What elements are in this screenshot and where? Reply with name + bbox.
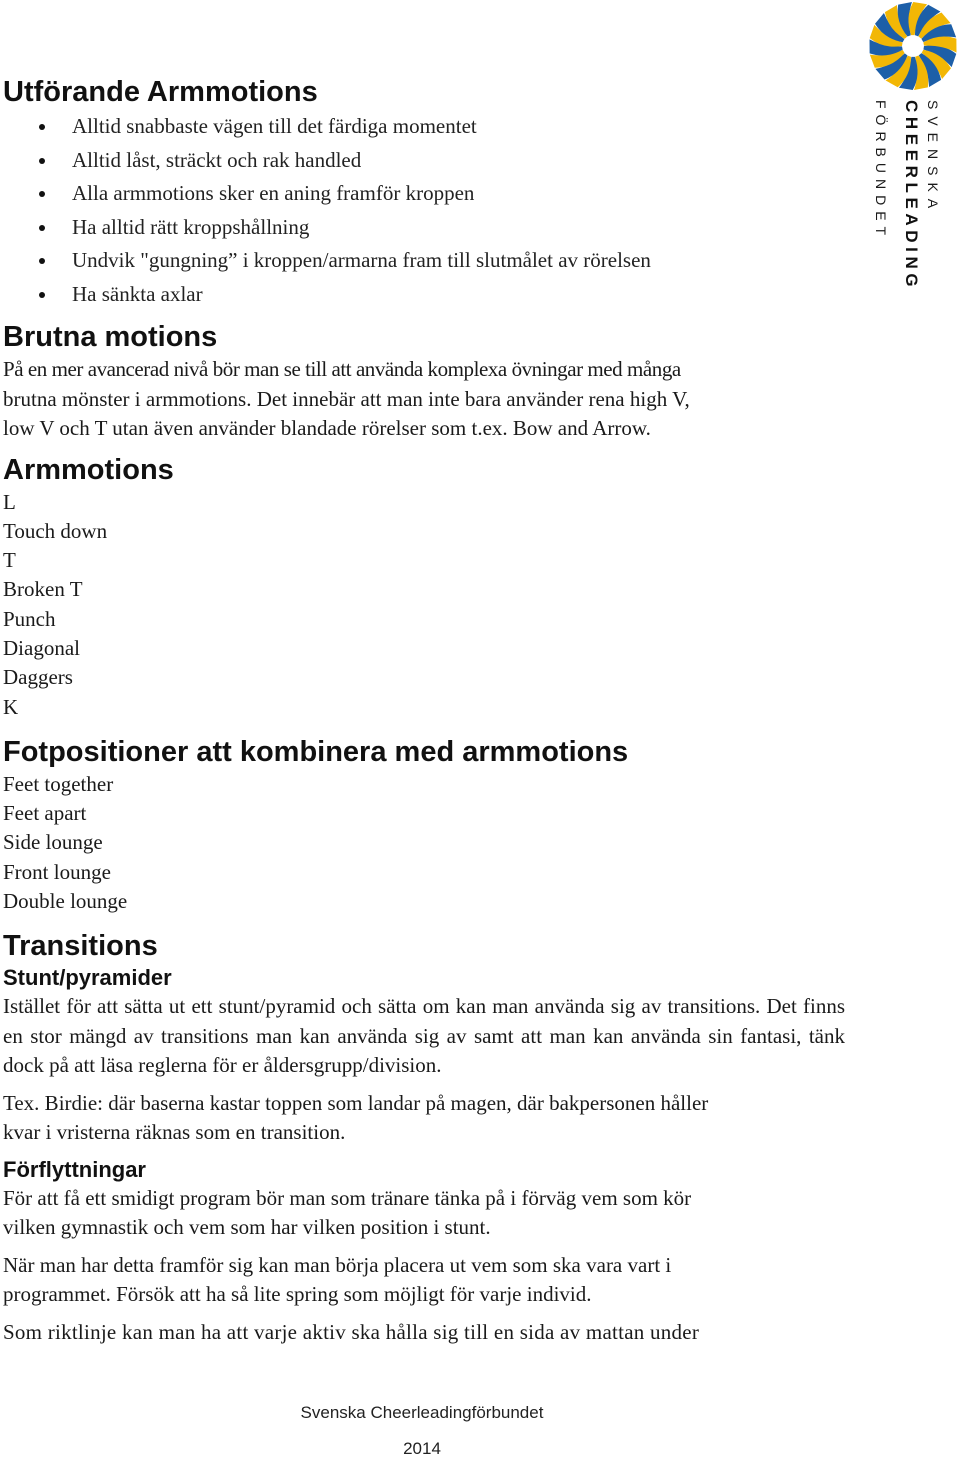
list-item: Feet apart bbox=[3, 801, 87, 826]
paragraph-tex-line: kvar i vristerna räknas som en transition. bbox=[3, 1120, 346, 1145]
heading-fotpositioner: Fotpositioner att kombinera med armmotions bbox=[3, 735, 629, 768]
list-item: Side lounge bbox=[3, 830, 103, 855]
paragraph-tex-line: Tex. Birdie: där baserna kastar toppen som landar på magen, där bakpersonen håller bbox=[3, 1090, 709, 1115]
paragraph-riktlinje: Som riktlinje kan man ha att varje aktiv ska hålla sig till en sida av mattan under bbox=[3, 1319, 700, 1344]
bullet-list-utforande bbox=[3, 110, 845, 311]
brutna-line: På en mer avancerad nivå bör man se till att använda komplexa övningar med många bbox=[3, 357, 681, 381]
list-item: Alltid låst, sträckt och rak handled bbox=[3, 144, 845, 178]
list-item: Double lounge bbox=[3, 889, 128, 914]
list-item: Ha alltid rätt kroppshållning bbox=[3, 211, 845, 245]
list-item: Broken T bbox=[3, 577, 83, 602]
brutna-line: brutna mönster i armmotions. Det innebär att man inte bara använder rena high V, bbox=[3, 386, 690, 411]
heading-armmotions: Armmotions bbox=[3, 453, 174, 486]
paragraph-forflyttningar-line: För att få ett smidigt program bör man som tränare tänka på i förväg vem som kör bbox=[3, 1185, 692, 1210]
cheerleading-federation-logo bbox=[863, 0, 960, 320]
list-item: L bbox=[3, 489, 16, 514]
list-item: Punch bbox=[3, 606, 56, 631]
list-item: K bbox=[3, 694, 19, 719]
footer-org: Svenska Cheerleadingförbundet bbox=[300, 1403, 544, 1422]
paragraph-stunt: Istället för att sätta ut ett stunt/pyramid och sätta om kan man använda sig av transitions. Det finns en stor mängd av transitions man kan använda sig av samt att man kan använda sin fantasi, tänk dock på att läsa reglerna för er åldersgrupp/division. bbox=[3, 994, 845, 1078]
list-item: Feet together bbox=[3, 771, 114, 796]
list-item: Ha sänkta axlar bbox=[3, 278, 845, 312]
document-body bbox=[3, 74, 845, 1347]
footer-year: 2014 bbox=[403, 1439, 441, 1458]
sunburst-icon bbox=[863, 0, 960, 90]
logo-text-forbundet: FÖRBUNDET bbox=[873, 100, 889, 242]
heading-transitions: Transitions bbox=[3, 930, 158, 963]
list-item: T bbox=[3, 548, 16, 573]
list-item: Alla armmotions sker en aning framför kroppen bbox=[3, 177, 845, 211]
subheading-stunt-pyramider: Stunt/pyramider bbox=[3, 965, 172, 991]
paragraph-placera-line: När man har detta framför sig kan man börja placera ut vem som ska vara vart i bbox=[3, 1252, 672, 1277]
list-item: Touch down bbox=[3, 518, 108, 543]
logo-text-cheerleading: CHEERLEADING bbox=[902, 100, 921, 292]
paragraph-forflyttningar-line: vilken gymnastik och vem som har vilken position i stunt. bbox=[3, 1215, 491, 1240]
subheading-forflyttningar: Förflyttningar bbox=[3, 1156, 146, 1182]
list-item: Daggers bbox=[3, 665, 73, 690]
heading-brutna-motions: Brutna motions bbox=[3, 321, 218, 353]
list-item: Diagonal bbox=[3, 635, 80, 660]
paragraph-placera-line: programmet. Försök att ha så lite spring som möjligt för varje individ. bbox=[3, 1282, 592, 1307]
logo-text-svenska: SVENSKA bbox=[925, 100, 941, 216]
list-item: Alltid snabbaste vägen till det färdiga momentet bbox=[3, 110, 845, 144]
list-item: Front lounge bbox=[3, 859, 111, 884]
brutna-line: low V och T utan även använder blandade rörelser som t.ex. Bow and Arrow. bbox=[3, 416, 651, 440]
heading-utforande-armmotions: Utförande Armmotions bbox=[3, 76, 318, 108]
list-item: Undvik "gungning” i kroppen/armarna fram till slutmålet av rörelsen bbox=[3, 244, 845, 278]
